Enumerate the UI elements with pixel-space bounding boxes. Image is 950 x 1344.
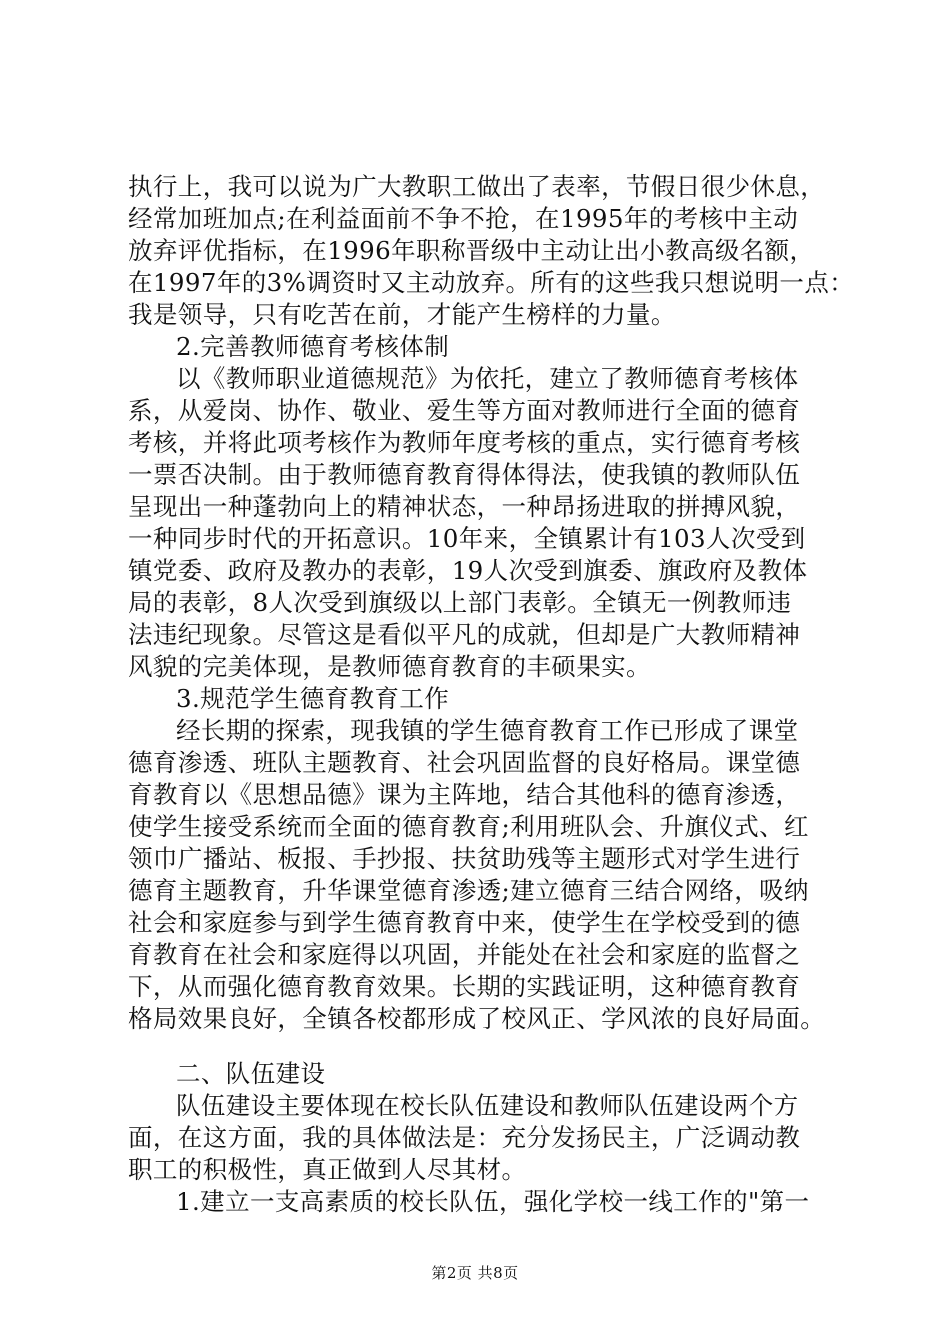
text-line: 面，在这方面，我的具体做法是：充分发扬民主，广泛调动教: [128, 1123, 801, 1152]
section-heading: 2.完善教师德育考核体制: [176, 332, 450, 361]
text-line: 德育主题教育，升华课堂德育渗透;建立德育三结合网络，吸纳: [128, 876, 809, 905]
paragraph-first-line: 队伍建设主要体现在校长队伍建设和教师队伍建设两个方: [176, 1091, 799, 1120]
text-line: 职工的积极性，真正做到人尽其材。: [128, 1155, 527, 1184]
text-line: 在1997年的3%调资时又主动放弃。所有的这些我只想说明一点：: [128, 268, 855, 297]
text-line: 一种同步时代的开拓意识。10年来，全镇累计有103人次受到: [128, 524, 806, 553]
text-line: 我是领导，只有吃苦在前，才能产生榜样的力量。: [128, 300, 676, 329]
text-line: 一票否决制。由于教师德育教育得体得法，使我镇的教师队伍: [128, 460, 801, 489]
text-line: 法违纪现象。尽管这是看似平凡的成就，但却是广大教师精神: [128, 620, 801, 649]
text-line: 考核，并将此项考核作为教师年度考核的重点，实行德育考核: [128, 428, 801, 457]
section-heading: 3.规范学生德育教育工作: [176, 684, 450, 713]
text-line: 使学生接受系统而全面的德育教育;利用班队会、升旗仪式、红: [128, 812, 809, 841]
text-line: 系，从爱岗、协作、敬业、爱生等方面对教师进行全面的德育: [128, 396, 801, 425]
text-line: 育教育在社会和家庭得以巩固，并能处在社会和家庭的监督之: [128, 940, 801, 969]
text-line: 经常加班加点;在利益面前不争不抢，在1995年的考核中主动: [128, 204, 799, 233]
paragraph-first-line: 1.建立一支高素质的校长队伍，强化学校一线工作的"第一: [176, 1187, 810, 1216]
text-line: 格局效果良好，全镇各校都形成了校风正、学风浓的良好局面。: [128, 1004, 826, 1033]
text-line: 镇党委、政府及教办的表彰，19人次受到旗委、旗政府及教体: [128, 556, 808, 585]
text-line: 放弃评优指标，在1996年职称晋级中主动让出小教高级名额，: [128, 236, 815, 265]
text-line: 下，从而强化德育教育效果。长期的实践证明，这种德育教育: [128, 972, 801, 1001]
text-line: 领巾广播站、板报、手抄报、扶贫助残等主题形式对学生进行: [128, 844, 801, 873]
text-line: 德育渗透、班队主题教育、社会巩固监督的良好格局。课堂德: [128, 748, 801, 777]
text-line: 呈现出一种蓬勃向上的精神状态，一种昂扬进取的拼搏风貌，: [128, 492, 801, 521]
text-line: 育教育以《思想品德》课为主阵地，结合其他科的德育渗透，: [128, 780, 801, 809]
paragraph-first-line: 以《教师职业道德规范》为依托，建立了教师德育考核体: [176, 364, 799, 393]
text-line: 社会和家庭参与到学生德育教育中来，使学生在学校受到的德: [128, 908, 801, 937]
text-line: 局的表彰，8人次受到旗级以上部门表彰。全镇无一例教师违: [128, 588, 792, 617]
paragraph-first-line: 经长期的探索，现我镇的学生德育教育工作已形成了课堂: [176, 716, 799, 745]
text-line: 风貌的完美体现，是教师德育教育的丰硕果实。: [128, 652, 651, 681]
page-number-footer: 第2页 共8页: [431, 1264, 519, 1282]
text-line: 执行上，我可以说为广大教职工做出了表率，节假日很少休息，: [128, 172, 826, 201]
chapter-heading: 二、队伍建设: [176, 1059, 326, 1088]
